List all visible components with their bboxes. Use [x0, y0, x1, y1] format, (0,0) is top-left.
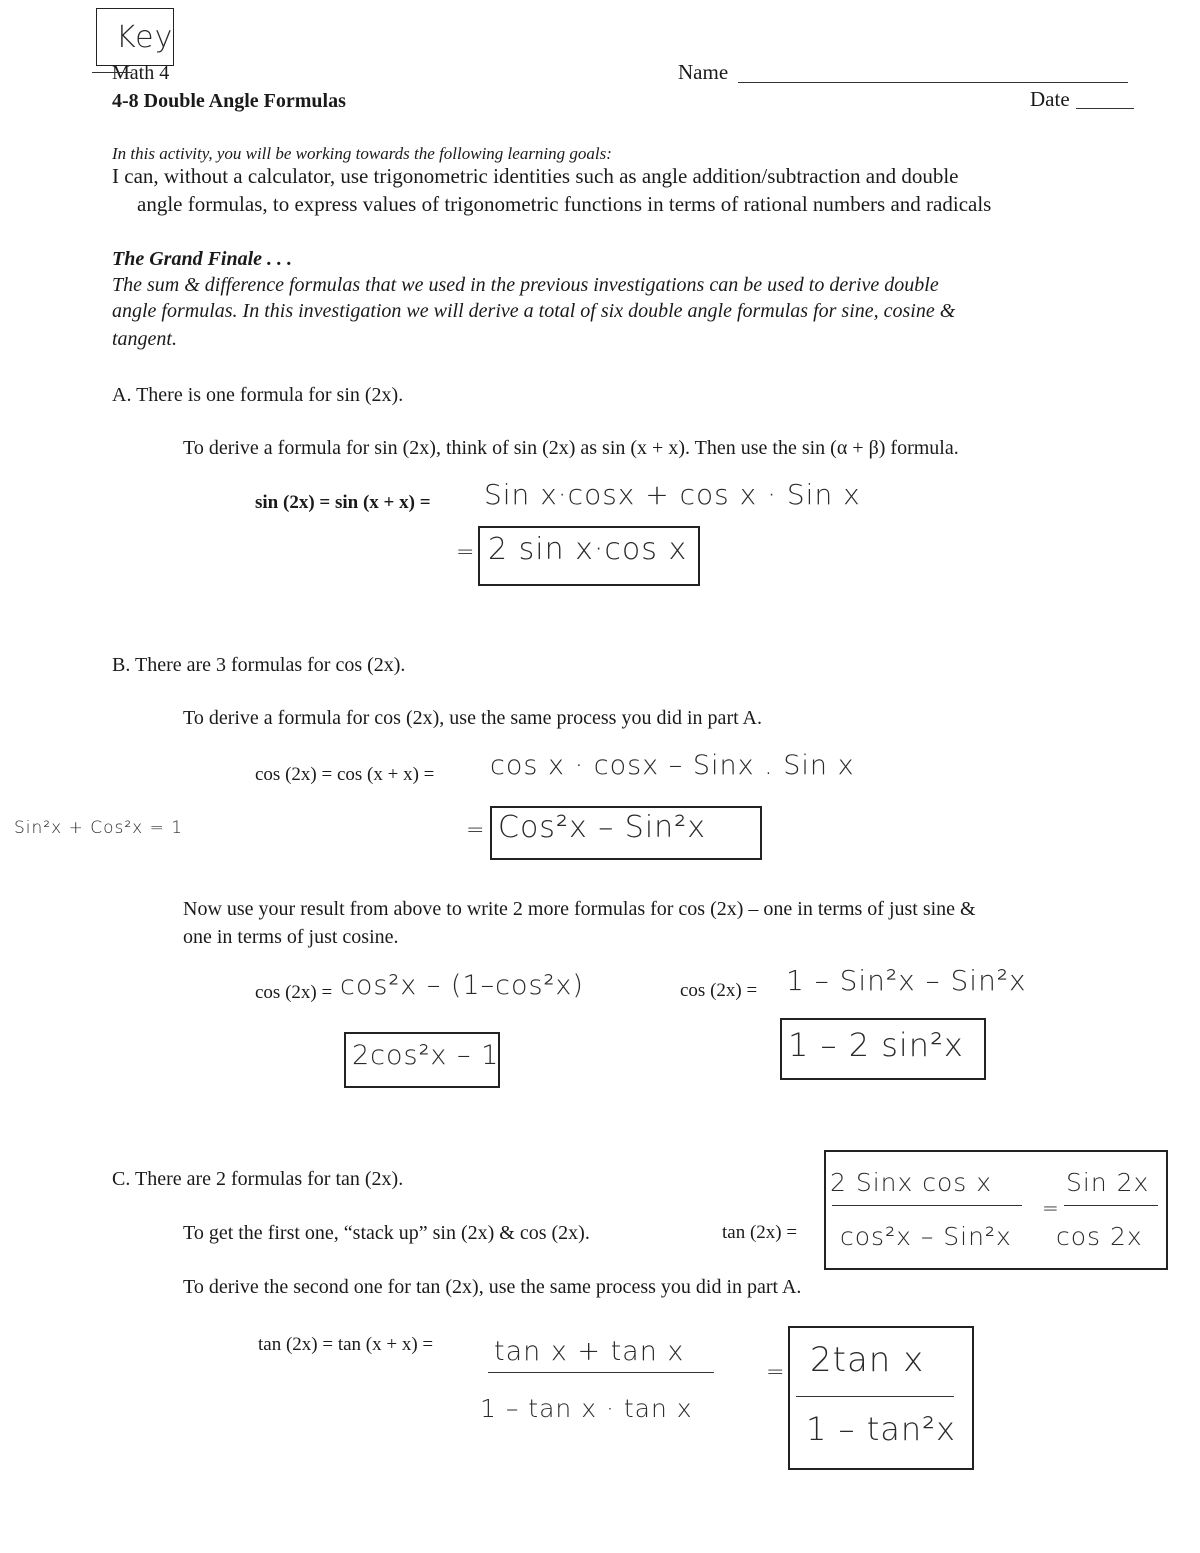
tan-stack-equals: = [1042, 1196, 1060, 1220]
finale-heading: The Grand Finale . . . [112, 248, 293, 270]
finale-line-3: tangent. [112, 328, 177, 350]
section-a-equation-label: sin (2x) = sin (x + x) = [255, 492, 431, 513]
goal-line-1: I can, without a calculator, use trigonometric identities such as angle addition/subtraction and double [112, 164, 959, 188]
section-a-answer-prefix: = [456, 540, 476, 565]
section-a-heading: A. There is one formula for sin (2x). [112, 384, 404, 406]
cos-left-answer: 2cos²x – 1 [352, 1040, 500, 1071]
tan-answer-fraction-bar [796, 1396, 954, 1397]
tan-stack-numerator-2: Sin 2x [1066, 1168, 1150, 1197]
section-c-heading: C. There are 2 formulas for tan (2x). [112, 1168, 404, 1190]
tan-equation-label: tan (2x) = tan (x + x) = [258, 1334, 434, 1355]
section-c-instruction-1: To get the first one, “stack up” sin (2x) & cos (2x). [183, 1222, 590, 1244]
goals-intro: In this activity, you will be working towards the following learning goals: [112, 144, 612, 163]
cos-left-label: cos (2x) = [255, 982, 333, 1003]
tan-stack-denominator-2: cos 2x [1056, 1222, 1143, 1251]
tan-answer-prefix: = [766, 1360, 786, 1385]
section-b-equation-label: cos (2x) = cos (x + x) = [255, 764, 435, 785]
section-b-instruction: To derive a formula for cos (2x), use the same process you did in part A. [183, 707, 762, 729]
finale-line-1: The sum & difference formulas that we used in the previous investigations can be used to derive double [112, 274, 939, 296]
section-b-work: cos x · cosx – Sinx . Sin x [490, 750, 855, 781]
tan-work-fraction-bar [488, 1372, 714, 1373]
section-a-instruction: To derive a formula for sin (2x), think of sin (2x) as sin (x + x). Then use the sin (α + β) formula. [183, 437, 959, 459]
tan-answer-denominator: 1 – tan²x [806, 1410, 956, 1448]
page-title: 4-8 Double Angle Formulas [112, 90, 346, 112]
finale-line-2: angle formulas. In this investigation we will derive a total of six double angle formulas for sine, cosine & [112, 300, 956, 322]
section-b-followup-1: Now use your result from above to write 2 more formulas for cos (2x) – one in terms of just sine & [183, 898, 976, 920]
section-c-instruction-2: To derive the second one for tan (2x), use the same process you did in part A. [183, 1276, 802, 1298]
tan-answer-numerator: 2tan x [810, 1340, 925, 1380]
tan-work-denominator: 1 – tan x · tan x [480, 1394, 693, 1423]
date-field-line[interactable] [1076, 108, 1134, 109]
goal-line-2: angle formulas, to express values of trigonometric functions in terms of rational numbers and radicals [137, 192, 992, 216]
date-label: Date [1030, 87, 1070, 111]
section-b-heading: B. There are 3 formulas for cos (2x). [112, 654, 406, 676]
section-b-answer: Cos²x – Sin²x [498, 810, 706, 845]
section-b-followup-2: one in terms of just cosine. [183, 926, 399, 948]
name-field-line[interactable] [738, 82, 1128, 83]
course-underline [92, 72, 132, 73]
course-label: Math 4 [112, 62, 170, 84]
tan-stack-denominator-1: cos²x – Sin²x [840, 1222, 1012, 1251]
section-b-answer-prefix: = [466, 818, 486, 843]
name-label: Name [678, 60, 729, 84]
cos-right-work: 1 – Sin²x – Sin²x [786, 964, 1027, 997]
cos-left-work: cos²x – (1–cos²x) [340, 970, 584, 1001]
cos-right-answer: 1 – 2 sin²x [788, 1026, 964, 1064]
section-a-work: Sin x·cosx + cos x · Sin x [484, 478, 861, 511]
cos-right-label: cos (2x) = [680, 980, 758, 1001]
margin-note: Sin²x + Cos²x = 1 [14, 818, 184, 838]
section-a-answer: 2 sin x·cos x [488, 532, 688, 567]
tan-stack-numerator-1: 2 Sinx cos x [830, 1168, 993, 1197]
tan-stack-fraction-bar-2 [1064, 1205, 1158, 1206]
tan-work-numerator: tan x + tan x [494, 1336, 685, 1367]
tan-stack-fraction-bar-1 [832, 1205, 1022, 1206]
key-label: Key [116, 20, 174, 55]
tan-stack-label: tan (2x) = [722, 1222, 798, 1243]
